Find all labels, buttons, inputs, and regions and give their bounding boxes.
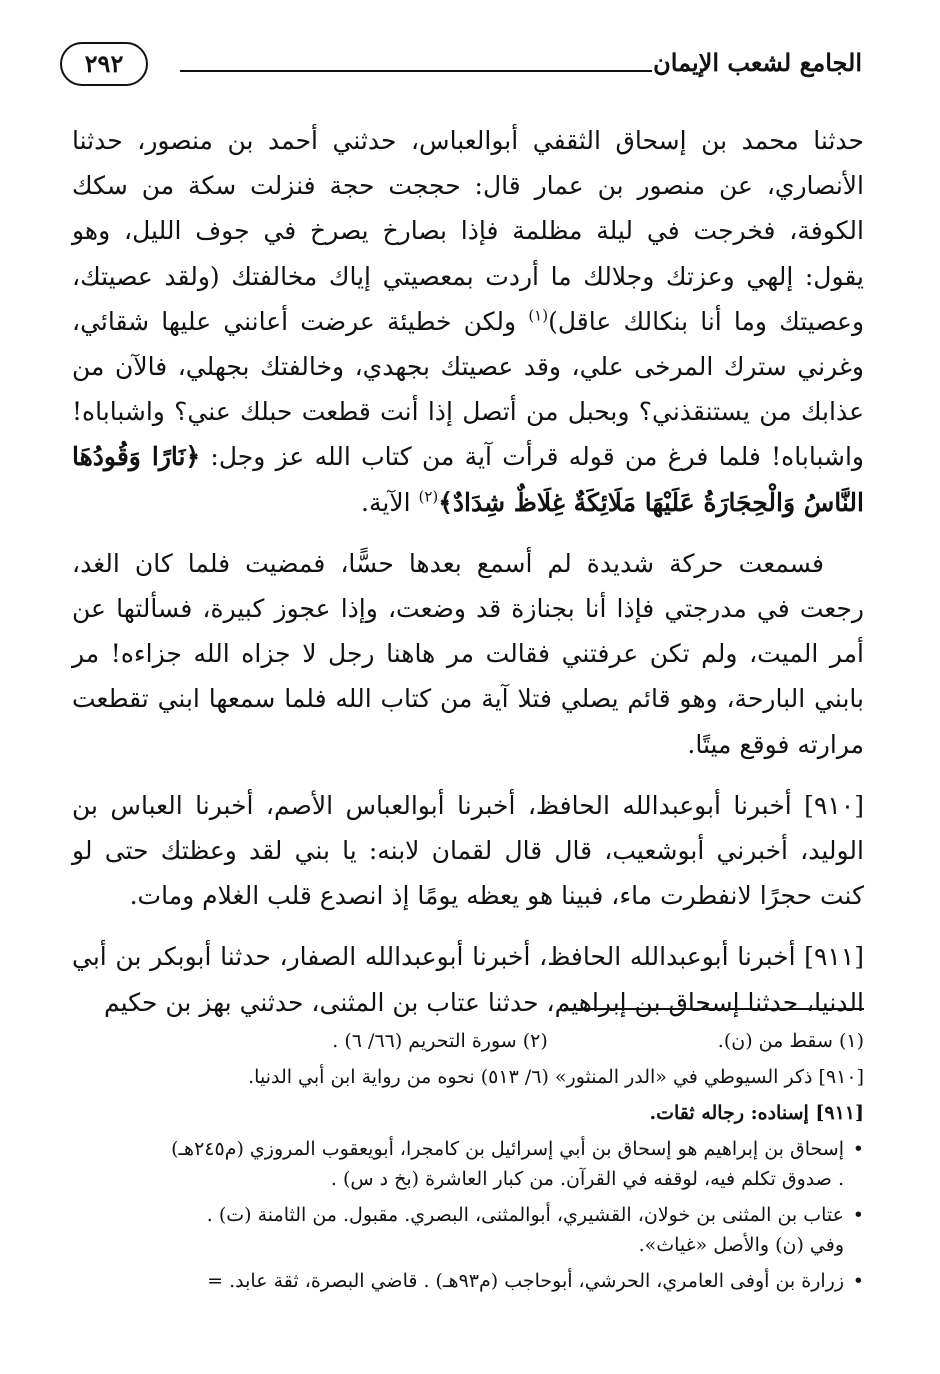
narrator-note-1-line-2: . صدوق تكلم فيه، لوقفه في القرآن. من كبار العاشرة (بخ د س) . [330, 1168, 844, 1190]
page-header [60, 40, 862, 96]
footnotes [60, 1026, 864, 1296]
narrator-note-2-line-2: وفي (ن) والأصل «غياث». [638, 1234, 844, 1256]
narrator-note-1 [60, 1134, 864, 1194]
footnote-ref-1: (١) [528, 306, 549, 325]
header-rule [180, 70, 652, 72]
footnote-1: (١) سقط من (ن). [717, 1030, 864, 1052]
paragraph-1 [72, 118, 864, 525]
narrator-note-2 [60, 1200, 864, 1260]
running-title: الجامع لشعب الإيمان [653, 48, 862, 77]
paragraph-911: [٩١١] أخبرنا أبوعبدالله الحافظ، أخبرنا أبوعبدالله الصفار، حدثنا أبوبكر بن أبي الدنيا، حدثنا إسحاق بن إبراهيم، حدثنا عتاب بن المثنى، حدثني بهز بن حكيم [72, 942, 864, 1017]
paragraph-1-part-1: حدثنا محمد بن إسحاق الثقفي أبوالعباس، حدثني أحمد بن منصور، حدثنا الأنصاري، عن منصور بن عمار قال: حججت حجة فنزلت سكة من سكك الكوفة، فخرجت في ليلة مظلمة فإذا بصارخ يصرخ في جوف الليل، وهو يقول: إلهي وعزتك وجلالك ما أردت بمعصيتي إياك مخالفتك (ولقد عصيتك، وعصيتك وما أنا بنكالك عاقل) [72, 126, 865, 336]
page-number: ٢٩٢ [60, 42, 148, 86]
paragraph-2: فسمعت حركة شديدة لم أسمع بعدها حسًّا، فمضيت فلما كان الغد، رجعت في مدرجتي فإذا أنا بجنازة قد وضعت، وإذا عجوز كبيرة، فسألتها عن أمر الميت، ولم تكن عرفتني فقالت مر هاهنا رجل لا جزاه الله جزاءه! مر بابني البارحة، وهو قائم يصلي فتلا آية من كتاب الله فلما سمعها ابني تقطعت مرارته فوقع ميتًا. [72, 548, 864, 759]
note-911-heading: [٩١١] إسناده: رجاله ثقات. [649, 1102, 864, 1124]
paragraph-1-part-2: ولكن خطيئة عرضت أعانني عليها شقائي، وغرني سترك المرخى علي، وقد عصيتك بجهدي، وخالفتك بجهلي، فالآن من عذابك من يستنقذني؟ وبحبل من أتصل إذا أنت قطعت حبلك عني؟ واشباباه! واشباباه! فلما فرغ من قوله قرأت آية من كتاب الله عز وجل: [72, 306, 864, 472]
footnote-ref-2: (٢) [418, 487, 439, 506]
narrator-note-3: • زرارة بن أوفى العامري، الحرشي، أبوحاجب (م٩٣هـ) . قاضي البصرة، ثقة عابد. = [60, 1266, 864, 1296]
note-910: [٩١٠] ذكر السيوطي في «الدر المنثور» (٦/ ٥١٣) نحوه من رواية ابن أبي الدنيا. [248, 1066, 864, 1088]
main-text [72, 118, 864, 1025]
footnote-row-1 [60, 1026, 864, 1056]
narrator-note-2-line-1: • عتاب بن المثنى بن خولان، القشيري، أبوالمثنى، البصري. مقبول. من الثامنة (ت) . [60, 1200, 864, 1230]
footnote-separator [564, 1008, 864, 1010]
paragraph-910: [٩١٠] أخبرنا أبوعبدالله الحافظ، أخبرنا أبوالعباس الأصم، أخبرنا العباس بن الوليد، أخبرني أبوشعيب، قال قال لقمان لابنه: يا بني لقد وعظتك حتى لو كنت حجرًا لانفطرت ماء، فبينا هو يعظه يومًا إذ انصدع قلب الغلام ومات. [72, 790, 864, 911]
narrator-note-1-line-1: • إسحاق بن إبراهيم هو إسحاق بن أبي إسرائيل بن كامجرا، أبويعقوب المروزي (م٢٤٥هـ) [60, 1134, 864, 1164]
footnote-2: (٢) سورة التحريم (٦٦/ ٦) . [332, 1030, 548, 1052]
quran-verse: ﴿نَارًا وَقُودُهَا النَّاسُ وَالْحِجَارَةُ عَلَيْهَا مَلَائِكَةٌ غِلَاظٌ شِدَادٌ﴾ [72, 442, 864, 517]
paragraph-1-part-3: الآية. [361, 487, 419, 517]
